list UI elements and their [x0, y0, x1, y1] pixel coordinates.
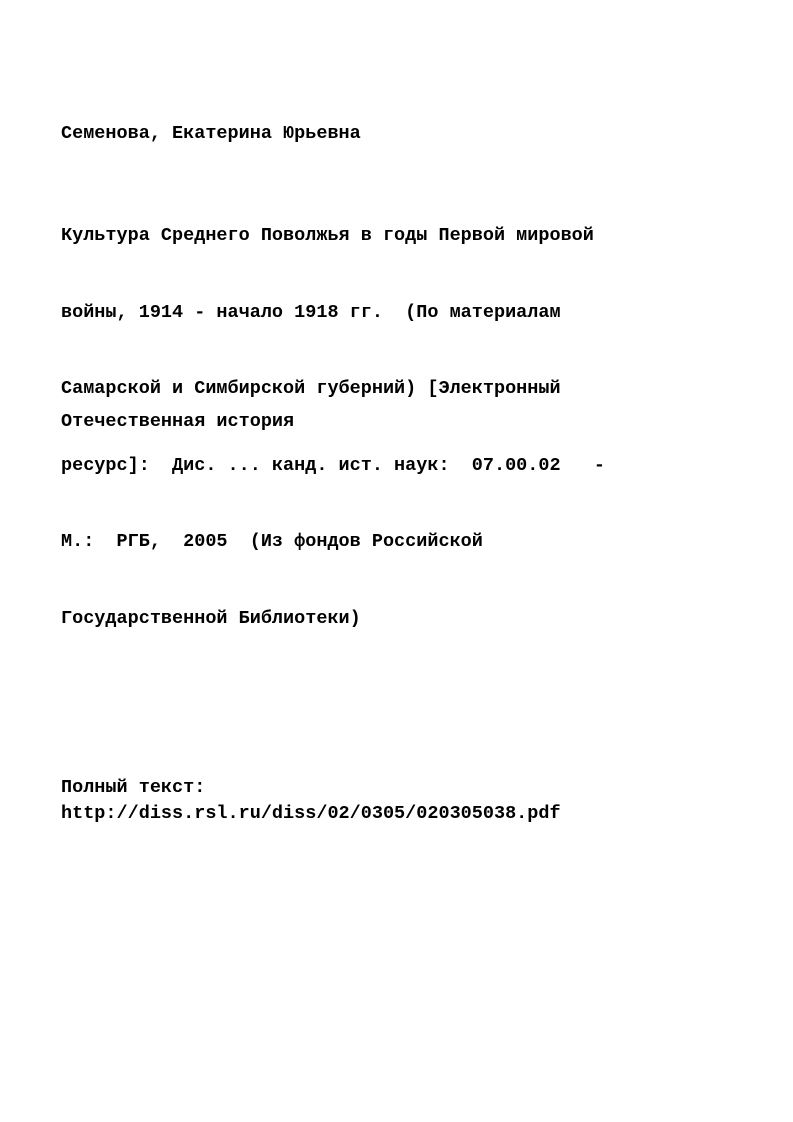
author-name: Семенова, Екатерина Юрьевна	[61, 123, 361, 144]
title-line: Государственной Библиотеки)	[61, 607, 361, 629]
title-line: Самарской и Симбирской губерний) [Электронный	[61, 378, 561, 399]
title-line: М.: РГБ, 2005 (Из фондов Российской	[61, 531, 483, 552]
title-line: ресурс]: Дис. ... канд. ист. наук: 07.00.02 -	[61, 454, 605, 476]
subject-heading: Отечественная история	[61, 411, 295, 432]
fulltext-label: Полный текст:	[61, 777, 206, 798]
fulltext-url: http://diss.rsl.ru/diss/02/0305/020305038.pdf	[61, 803, 561, 824]
title-line: войны, 1914 - начало 1918 гг. (По материалам	[61, 301, 561, 323]
title-line: Культура Среднего Поволжья в годы Первой мировой	[61, 225, 594, 246]
